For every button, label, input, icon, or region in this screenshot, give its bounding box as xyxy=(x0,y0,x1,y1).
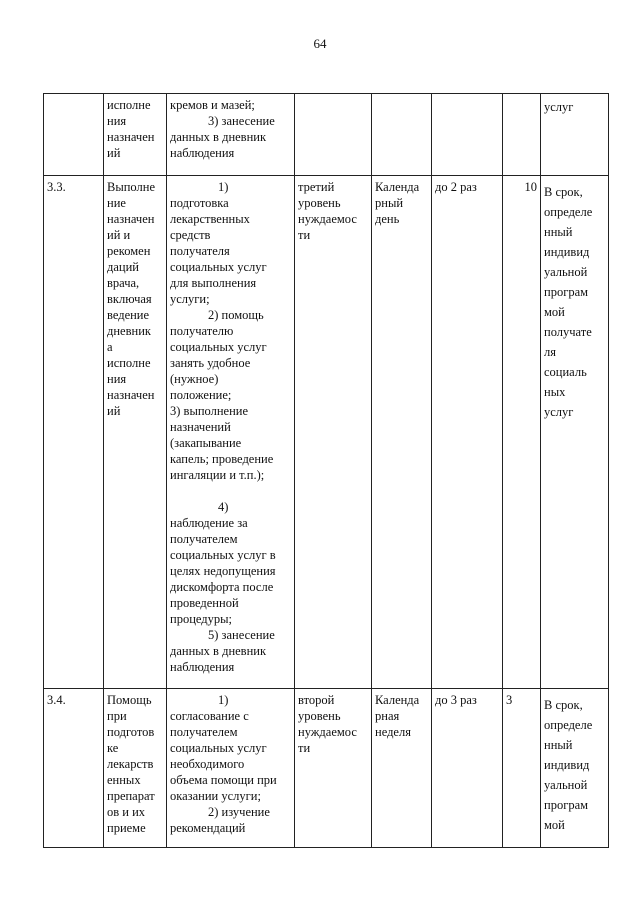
services-table xyxy=(43,93,609,848)
page-number: 64 xyxy=(313,36,327,51)
table-row xyxy=(44,689,609,848)
cell-service-name: исполне ния назначен ий xyxy=(104,94,167,176)
cell-service-content: 1) согласование с получателем социальных услуг необходимого объема помощи при оказании услуги; 2) изучение рекомендаций xyxy=(167,689,295,848)
cell-count: 3 xyxy=(503,689,541,848)
cell-service-content: кремов и мазей; 3) занесение данных в дневник наблюдения xyxy=(167,94,295,176)
cell-period: Календа рная неделя xyxy=(372,689,432,848)
cell-need-level: второй уровень нуждаемос ти xyxy=(295,689,372,848)
cell-frequency: до 2 раз xyxy=(432,176,503,689)
table-row xyxy=(44,176,609,689)
cell-term: В срок, определе нный индивид уальной програм мой получате ля социаль ных услуг xyxy=(541,176,609,689)
cell-num: 3.3. xyxy=(44,176,104,689)
cell-num xyxy=(44,94,104,176)
cell-count xyxy=(503,94,541,176)
table-row xyxy=(44,94,609,176)
cell-need-level xyxy=(295,94,372,176)
cell-term: В срок, определе нный индивид уальной програм мой xyxy=(541,689,609,848)
cell-num: 3.4. xyxy=(44,689,104,848)
cell-service-content: 1) подготовка лекарственных средств получателя социальных услуг для выполнения услуги; 2) помощь получателю социальных услуг занять удобное (нужное) положение; 3) выполнение назначений (закапывание капель; проведение ингаляции и т.п.); 4) наблюдение за получателем социальных услуг в целях недопущения дискомфорта после проведенной процедуры; 5) занесение данных в дневник наблюдения xyxy=(167,176,295,689)
cell-count: 10 xyxy=(503,176,541,689)
cell-need-level: третий уровень нуждаемос ти xyxy=(295,176,372,689)
cell-frequency xyxy=(432,94,503,176)
cell-period xyxy=(372,94,432,176)
cell-service-name: Помощь при подготов ке лекарств енных препарат ов и их приеме xyxy=(104,689,167,848)
cell-period: Календа рный день xyxy=(372,176,432,689)
cell-service-name: Выполне ние назначен ий и рекомен даций врача, включая ведение дневник а исполне ния назначен ий xyxy=(104,176,167,689)
cell-term: услуг xyxy=(541,94,609,176)
cell-frequency: до 3 раз xyxy=(432,689,503,848)
